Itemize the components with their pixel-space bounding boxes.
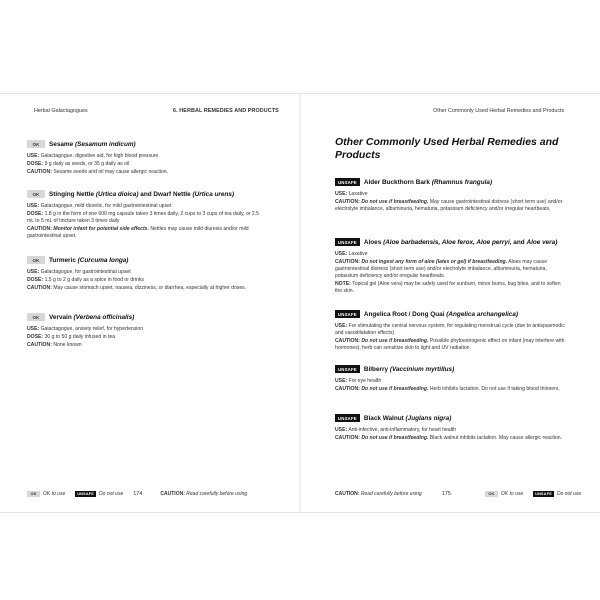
herb-entry-angelica: [335, 310, 567, 353]
ok-badge: OK: [27, 313, 45, 321]
herb-name: Alder Buckthorn Bark (Rhamnus frangula): [363, 178, 493, 186]
page-footer: [335, 491, 581, 497]
caution-line: CAUTION: Do not use if breastfeeding. Black walnut inhibits lactation. May cause allergic reaction.: [335, 435, 563, 442]
caution-line: CAUTION: Monitor infant for potential side effects. Nettles may cause mild diuresis and/or mild gastrointestinal upset.: [27, 226, 249, 239]
unsafe-badge: UNSAFE: [77, 492, 95, 496]
ok-badge: OK: [27, 140, 45, 148]
page-number: 175: [441, 491, 451, 497]
caution-line: CAUTION: Sesame seeds and oil may cause allergic reaction.: [27, 169, 168, 176]
running-head: Herbal Galactagogues: [34, 108, 88, 114]
caution-line: CAUTION: Do not use if breastfeeding. May cause gastrointestinal distress (short term use) and/or electrolyte imbalance, albuminuria, hematuria, potassium deficiency and/or irregular heartbeats.: [335, 199, 563, 212]
running-head-chapter: 6. HERBAL REMEDIES AND PRODUCTS: [173, 108, 279, 114]
herb-name: Angelica Root / Dong Quai (Angelica archangelica): [363, 310, 519, 318]
herb-entry-sesame: [27, 140, 259, 178]
ok-badge: OK: [27, 256, 45, 264]
use-line: USE: Galactagogue, for gastrointestinal upset: [27, 269, 131, 275]
herb-entry-alder-buckthorn: [335, 178, 567, 214]
caution-note: CAUTION: Read carefully before using: [160, 491, 248, 497]
ok-badge: OK: [27, 491, 40, 497]
herb-name: Stinging Nettle (Urtica dioica) and Dwarf Nettle (Urtica urens): [49, 190, 235, 198]
caution-line: CAUTION: None known: [27, 342, 82, 349]
use-line: USE: For stimulating the central nervous system, for regulating menstrual cycle (due to antispasmodic and vasodilatation effects): [335, 323, 565, 336]
ok-legend: OK to use: [500, 491, 524, 497]
caution-line: CAUTION: Do not use if breastfeeding. Herb inhibits lactation. Do not use if taking blood thinners.: [335, 386, 560, 393]
unsafe-legend: Do not use: [99, 491, 124, 497]
herb-entry-bilberry: [335, 365, 567, 394]
unsafe-badge: UNSAFE: [335, 310, 360, 318]
section-title: Other Commonly Used Herbal Remedies and Products: [335, 136, 559, 161]
entry-title: [335, 365, 567, 373]
left-page: [0, 94, 299, 512]
dose-line: DOSE: 1.8 g in the form of one 600 mg capsule taken 3 times daily, 2 cups to 3 cups of tea daily, or 2.5 mL to 5 mL of tincture taken 3 times daily: [27, 211, 259, 224]
herb-entry-aloes: [335, 238, 567, 296]
use-line: USE: Laxative: [335, 251, 368, 257]
use-line: USE: Galactagogue, digestive aid, for high blood pressure: [27, 153, 159, 159]
herb-entry-stinging-nettle: [27, 190, 259, 241]
herb-name: Sesame (Sesamum indicum): [49, 140, 136, 148]
caution-note: CAUTION: Read carefully before using: [335, 491, 422, 497]
entry-title: [335, 414, 567, 422]
running-head-section: Other Commonly Used Herbal Remedies and Products: [433, 108, 565, 114]
herb-name: Vervain (Verbena officinalis): [49, 313, 135, 321]
use-line: USE: Laxative: [335, 191, 368, 197]
herb-name: Aloes (Aloe barbadensis, Aloe ferox, Aloe perryi, and Aloe vera): [363, 238, 558, 246]
herb-entry-black-walnut: [335, 414, 567, 443]
dose-line: DOSE: 1.5 g to 2 g daily as a spice in food or drinks: [27, 277, 144, 284]
dose-line: DOSE: 30 g to 50 g daily infused in tea: [27, 334, 116, 341]
herb-name: Black Walnut (Juglans nigra): [363, 414, 452, 422]
entry-title: [335, 238, 567, 246]
use-line: USE: Anti-infective, anti-inflammatory, for heart health: [335, 427, 457, 433]
caution-line: CAUTION: Do not ingest any form of aloe (latex or gel) if breastfeeding. Aloes may cause gastrointestinal distress (short term use) and/or electrolyte imbalance, albuminuria, hematuria, potassium deficiency and/or irregular heartbeats.: [335, 259, 548, 279]
dose-line: DOSE: 9 g daily as seeds, or 35 g daily as oil: [27, 161, 130, 168]
entry-title: [27, 313, 259, 321]
use-line: USE: For eye health: [335, 378, 382, 384]
ok-badge: OK: [27, 190, 45, 198]
unsafe-badge: UNSAFE: [535, 492, 552, 496]
caution-line: CAUTION: May cause stomach upset, nausea, dizziness, or diarrhea, especially at higher doses.: [27, 285, 247, 292]
use-line: USE: Galactagogue, mild diuretic, for mild gastrointestinal upset: [27, 203, 172, 209]
entry-title: [335, 178, 567, 186]
caution-line: CAUTION: Do not use if breastfeeding. Possible phytoestrogenic effect on infant (may interfere with hormones); herb can sensitize skin to light and UV radiation.: [335, 337, 565, 351]
entry-title: [27, 256, 259, 264]
book-spread: [0, 93, 600, 513]
page-number: 174: [133, 491, 143, 497]
entry-title: [27, 190, 259, 198]
unsafe-badge: UNSAFE: [335, 238, 360, 246]
right-page: [301, 94, 600, 512]
entry-title: [335, 310, 567, 318]
use-line: USE: Galactagogue, anxiety relief, for hypertension: [27, 326, 144, 332]
unsafe-badge: UNSAFE: [335, 178, 360, 186]
unsafe-legend: Do not use: [556, 491, 582, 497]
ok-legend: OK to use: [43, 491, 66, 497]
herb-name: Bilberry (Vaccinium myrtillus): [363, 365, 455, 373]
page-footer: [27, 491, 247, 497]
note-line: NOTE: Topical gel (Aloe vera) may be safely used for sunburn, minor burns, bug bites, and to soften the skin.: [335, 280, 561, 294]
ok-badge: OK: [485, 491, 498, 497]
herb-name: Turmeric (Curcuma longa): [49, 256, 129, 264]
unsafe-badge: UNSAFE: [335, 365, 360, 373]
herb-entry-turmeric: [27, 256, 259, 294]
unsafe-badge: UNSAFE: [335, 414, 360, 422]
entry-title: [27, 140, 259, 148]
herb-entry-vervain: [27, 313, 259, 351]
